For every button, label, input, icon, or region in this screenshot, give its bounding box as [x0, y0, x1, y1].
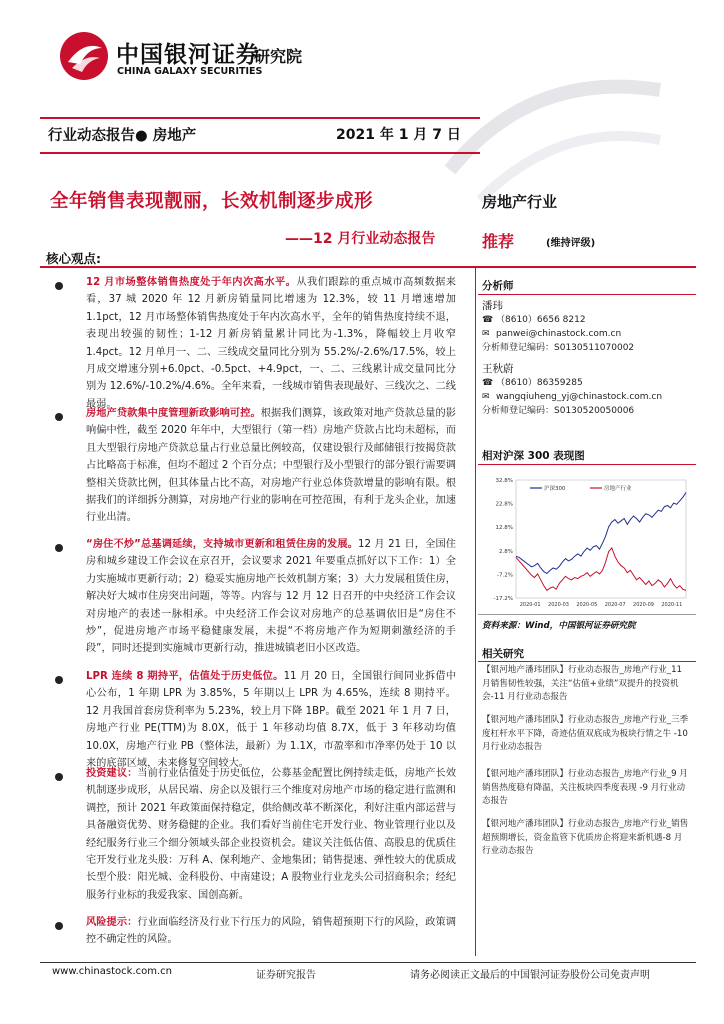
- logo-mark-icon: [58, 30, 110, 82]
- related-item[interactable]: 【银河地产潘玮团队】行业动态报告_房地产行业_11 月销售韧性较强，关注“估值+业绩”双提升的投资机会-11 月行业动态报告: [482, 665, 682, 702]
- brand-name-cn: 中国银河证券: [116, 42, 260, 68]
- analyst-reg: 分析师登记编码：S0130511070002: [482, 343, 635, 353]
- paragraph-investment: [86, 765, 456, 904]
- analyst-name: 王秋蔚: [482, 363, 514, 375]
- paragraph-highlight: 投资建议：: [86, 768, 138, 779]
- chart-title: 相对沪深 300 表现图: [482, 450, 585, 462]
- report-date: 2021 年 1 月 7 日: [336, 127, 461, 143]
- page-subtitle: ——12 月行业动态报告: [285, 231, 436, 247]
- y-tick-label: 2.8%: [499, 548, 513, 555]
- x-tick-label: 2020-11: [661, 602, 683, 608]
- legend-label: 沪深300: [544, 486, 566, 492]
- paragraph-text: 11 月 20 日，全国银行间同业拆借中心公布，1 年期 LPR 为 3.85%，5 年期以上 LPR 为 4.65%，连续 8 期持平。12 月我国首套房贷利率为 5.23%，较上月下降 1BP。截至 2021 年 1 月 7 日，房地产行业 PE(TTM)为 8.0X，低于 1 年移动均值 8.7X，低于 3 年移动均值 10.0X，房地产行业 PB（整体法，最新）为 1.1X，市盈率和市净率仍处于 10 以来的底部区域，未来修复空间较大。: [86, 671, 457, 770]
- bullet-icon: [55, 413, 63, 421]
- analysts-label: 分析师: [482, 280, 514, 292]
- logo: [58, 30, 110, 82]
- paragraph-highlight: 房地产贷款集中度管理新政影响可控。: [86, 408, 261, 419]
- header-top-rule: [40, 117, 480, 119]
- x-tick-label: 2020-07: [604, 602, 626, 608]
- legend-label: 房地产行业: [604, 486, 632, 492]
- rating-note: (维持评级): [546, 238, 596, 249]
- footer-center: 证券研究报告: [256, 970, 316, 981]
- x-tick-label: 2020-03: [548, 602, 569, 608]
- paragraph-text: 行业面临经济及行业下行压力的风险，销售超预期下行的风险，政策调控不确定性的风险。: [86, 917, 457, 946]
- paragraph-text: 当前行业估值处于历史低位，公募基金配置比例持续走低，房地产长效机制逐步成形，从居民端、房企以及银行三个维度对房地产市场的稳定进行监测和调控，预计 2021 年政策面保持稳定，供给侧改革不断深化，利好注重内部运营与具备融资优势、财务稳健的企业。我们看好当前住宅开发行业、物业管理行业以及经纪服务行业三个细分领域头部企业投资机会。建议关注低估值、高股息的优质住宅开发行业龙头股：万科 A、保利地产、金地集团；销售提速、弹性较大的优质成长型个股：阳光城、金科股份、中南建设；A 股物业行业龙头公司招商积余；经纪服务行业标的我爱我家、国创高新。: [86, 768, 457, 901]
- bullet-icon: [55, 922, 63, 930]
- related-item[interactable]: 【银河地产潘玮团队】行业动态报告_房地产行业_三季度杠杆水平下降，奇迹估值双底成为板块行情之牛 -10 月行业动态报告: [482, 715, 689, 752]
- paragraph-highlight: LPR 连续 8 期持平，估值处于历史低位。: [86, 671, 284, 682]
- paragraph-policy: [86, 536, 456, 658]
- related-item[interactable]: 【银河地产潘玮团队】行业动态报告_房地产行业_销售超预期增长，资金监管下优质房企将迎来新机遇-8 月行业动态报告: [482, 819, 689, 856]
- header-bottom-rule: [40, 152, 480, 154]
- x-tick-label: 2020-09: [633, 602, 654, 608]
- phone-icon: ☎: [482, 378, 494, 388]
- related-item[interactable]: 【银河地产潘玮团队】行业动态报告_房地产行业_9 月销售热度稳有降温，关注板块四季度表现 -9 月行业动态报告: [482, 769, 688, 806]
- core-rule: [40, 266, 696, 268]
- email-icon: ✉: [482, 392, 490, 402]
- footer-url[interactable]: www.chinastock.com.cn: [52, 966, 172, 977]
- paragraph-highlight: 12 月市场整体销售热度处于年内次高水平。: [86, 277, 297, 288]
- paragraph-highlight: 风险提示：: [86, 917, 138, 928]
- column-divider: [475, 266, 476, 956]
- related-label: 相关研究: [482, 648, 524, 660]
- paragraph-text: 根据我们测算，该政策对地产贷款总量的影响偏中性，截至 2020 年年中，大型银行（第一档）房地产贷款占比均未超标，而且大型银行房地产贷款总量占行业总量比例较高，仅建设银行及邮储银行按揭贷款占比略高于标准，但均不超过 2 个百分点；中型银行及小型银行的部分银行需要调整相关贷款比例，但其体量占比不高，对房地产行业总体贷款增量的影响有限。根据我们的详细拆分测算，对房地产行业的影响在可控范围，有利于龙头企业，加速行业出清。: [86, 408, 456, 524]
- rating: 推荐: [482, 232, 515, 251]
- sector-name: 房地产行业: [482, 193, 558, 211]
- paragraph-sales: [86, 274, 456, 413]
- analyst-email-link[interactable]: wangqiuheng_yj@chinastock.com.cn: [496, 392, 663, 402]
- y-tick-label: 12.8%: [495, 525, 513, 532]
- page-title: 全年销售表现靓丽，长效机制逐步成形: [50, 191, 374, 212]
- related-rule: [478, 661, 696, 662]
- y-tick-label: -17.2%: [493, 596, 513, 602]
- analysts-rule: [478, 294, 696, 295]
- bullet-icon: [55, 773, 63, 781]
- paragraph-risk: [86, 914, 456, 949]
- y-tick-label: -7.2%: [497, 572, 513, 579]
- email-icon: ✉: [482, 329, 490, 339]
- x-tick-label: 2020-05: [576, 602, 598, 608]
- analyst-card: [482, 362, 692, 418]
- footer-disclaimer: 请务必阅读正文最后的中国银河证券股份公司免责声明: [410, 970, 650, 981]
- bullet-icon: [55, 676, 63, 684]
- x-tick-label: 2020-01: [519, 602, 541, 608]
- bullet-icon: [55, 544, 63, 552]
- analyst-card: [482, 299, 692, 355]
- analyst-email-link[interactable]: panwei@chinastock.com.cn: [496, 329, 622, 339]
- paragraph-text: 从我们跟踪的重点城市高频数据来看，37 城 2020 年 12 月新房销量同比增速为 12.3%，较 11 月增速增加 1.1pct，12 月市场整体销售热度处于年内次高水平，全年的销售热度持续不退，表现出较强的韧性；1-12 月新房销量累计同比为-1.3%，降幅较上月收窄 1.4pct。12 月单月一、二、三线成交量同比分别为 55.2%/-2.6%/17.5%，较上月成交增速分别+6.0pct、-0.5pct、+4.9pct，一、二、三线累计成交量同比分别为 12.6%/-10.2%/4.6%。全年来看，一线城市销售表现最好、三线次之、二线最弱。: [86, 277, 456, 410]
- paragraph-lpr: [86, 668, 456, 772]
- chart-bottom-rule: [478, 614, 696, 615]
- footer-rule: [40, 962, 696, 963]
- analyst-reg: 分析师登记编码：S0130520050006: [482, 406, 635, 416]
- brand-dept: 研究院: [254, 47, 303, 66]
- report-type: 行业动态报告● 房地产: [48, 128, 197, 144]
- y-tick-label: 22.8%: [495, 501, 513, 508]
- bullet-icon: [55, 282, 63, 290]
- series-line-hs300: [516, 493, 686, 574]
- relative-performance-chart: [480, 470, 694, 610]
- paragraph-text: 12 月 21 日，全国住房和城乡建设工作会议在京召开，会议要求 2021 年要重点抓好以下工作：1）全力实施城市更新行动；2）稳妥实施房地产长效机制方案；3）大力发展租赁住房，解决好大城市住房突出问题，等等。内容与 12 月 12 日召开的中央经济工作会议对房地产的表述一脉相承。中央经济工作会议对房地产的总基调依旧是“房住不炒”，促进房地产市场平稳健康发展，未提“不将房地产作为短期刺激经济的手段”，同时还提到实施城市更新行动，推进城镇老旧小区改造。: [86, 539, 456, 655]
- analyst-phone: ☎ （8610）6656 8212: [482, 315, 586, 325]
- chart-source: 资料来源：Wind，中国银河证券研究院: [482, 621, 636, 631]
- analyst-phone: ☎ （8610）86359285: [482, 378, 583, 388]
- chart-rule: [478, 464, 696, 465]
- brand-name-en: CHINA GALAXY SECURITIES: [117, 66, 263, 77]
- paragraph-highlight: “房住不炒”总基调延续，支持城市更新和租赁住房的发展。: [86, 539, 359, 550]
- y-tick-label: 32.8%: [495, 478, 513, 484]
- analyst-email: [482, 327, 692, 341]
- analyst-name: 潘玮: [482, 300, 503, 312]
- core-label: 核心观点:: [46, 251, 101, 266]
- paragraph-loans: [86, 405, 456, 527]
- phone-icon: ☎: [482, 315, 494, 325]
- analyst-email: [482, 390, 692, 404]
